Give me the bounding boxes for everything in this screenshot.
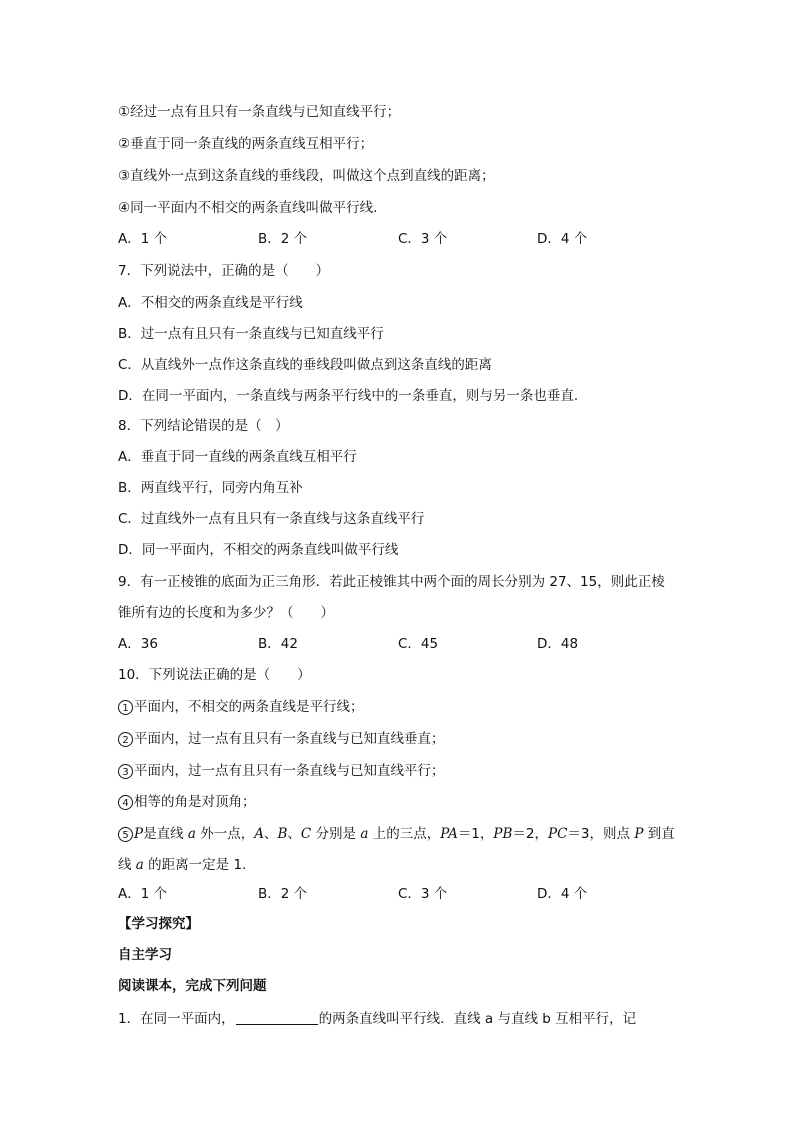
question-10-statement-5-continued: 线 a 的距离一定是 1. [118,857,247,873]
question-10-statement-1: 1 平面内，不相交的两条直线是平行线； [118,697,364,717]
question-10-statement-5: 5 P是直线 a 外一点，A、B、C 分别是 a 上的三点，PA＝1，PB＝2，PC＝3，则点 P 到直 [118,824,675,844]
question-10-option-a: A．1 个 [118,886,168,902]
question-8-option-b: B．两直线平行，同旁内角互补 [118,480,303,496]
statement-4: ④同一平面内不相交的两条直线叫做平行线. [118,200,378,216]
circled-number-2: 2 [118,732,133,747]
option-b: B．2 个 [258,231,308,247]
circled-number-5: 5 [118,827,133,842]
statement-2: ②垂直于同一条直线的两条直线互相平行； [118,136,374,152]
question-8-option-c: C．过直线外一点有且只有一条直线与这条直线平行 [118,511,425,527]
fill-in-question-1: 1．在同一平面内， 的两条直线叫平行线．直线 a 与直线 b 互相平行，记 [118,1011,637,1027]
option-a: A．1 个 [118,231,168,247]
question-9-option-c: C．45 [398,636,439,652]
question-8-option-a: A．垂直于同一直线的两条直线互相平行 [118,449,357,465]
question-7-option-d: D．在同一平面内，一条直线与两条平行线中的一条垂直，则与另一条也垂直. [118,388,579,404]
question-10-statement-3: 3 平面内，过一点有且只有一条直线与已知直线平行； [118,761,445,781]
answer-blank[interactable] [236,1010,318,1025]
question-9-option-d: D．48 [537,636,579,652]
subheading-read-textbook: 阅读课本，完成下列问题 [118,978,267,994]
circled-number-1: 1 [118,700,133,715]
statement-1: ①经过一点有且只有一条直线与已知直线平行； [118,104,401,120]
question-9-stem-line2: 锥所有边的长度和为多少？（ ） [118,605,334,621]
option-c: C．3 个 [398,231,448,247]
question-10-statement-4: 4 相等的角是对顶角； [118,792,256,812]
subheading-self-study: 自主学习 [118,947,172,963]
statement-3: ③直线外一点到这条直线的垂线段，叫做这个点到直线的距离； [118,168,495,184]
question-9-option-b: B．42 [258,636,298,652]
circled-number-3: 3 [118,764,133,779]
question-8-option-d: D．同一平面内，不相交的两条直线叫做平行线 [118,542,399,558]
question-9-stem-line1: 9．有一正棱锥的底面为正三角形．若此正棱锥其中两个面的周长分别为 27、15，则此正棱 [118,574,665,590]
section-heading: 【学习探究】 [118,916,199,932]
question-7-option-b: B．过一点有且只有一条直线与已知直线平行 [118,326,384,342]
question-10-option-c: C．3 个 [398,886,448,902]
question-10-option-d: D．4 个 [537,886,588,902]
question-9-option-a: A．36 [118,636,158,652]
question-10-statement-2: 2 平面内，过一点有且只有一条直线与已知直线垂直； [118,729,445,749]
question-10-option-b: B．2 个 [258,886,308,902]
question-8-stem: 8．下列结论错误的是（ ） [118,418,289,434]
question-7-option-a: A．不相交的两条直线是平行线 [118,295,303,311]
question-7-option-c: C．从直线外一点作这条直线的垂线段叫做点到这条直线的距离 [118,357,492,373]
question-10-stem: 10．下列说法正确的是（ ） [118,667,311,683]
option-d: D．4 个 [537,231,588,247]
circled-number-4: 4 [118,795,133,810]
question-7-stem: 7．下列说法中，正确的是（ ） [118,263,330,279]
